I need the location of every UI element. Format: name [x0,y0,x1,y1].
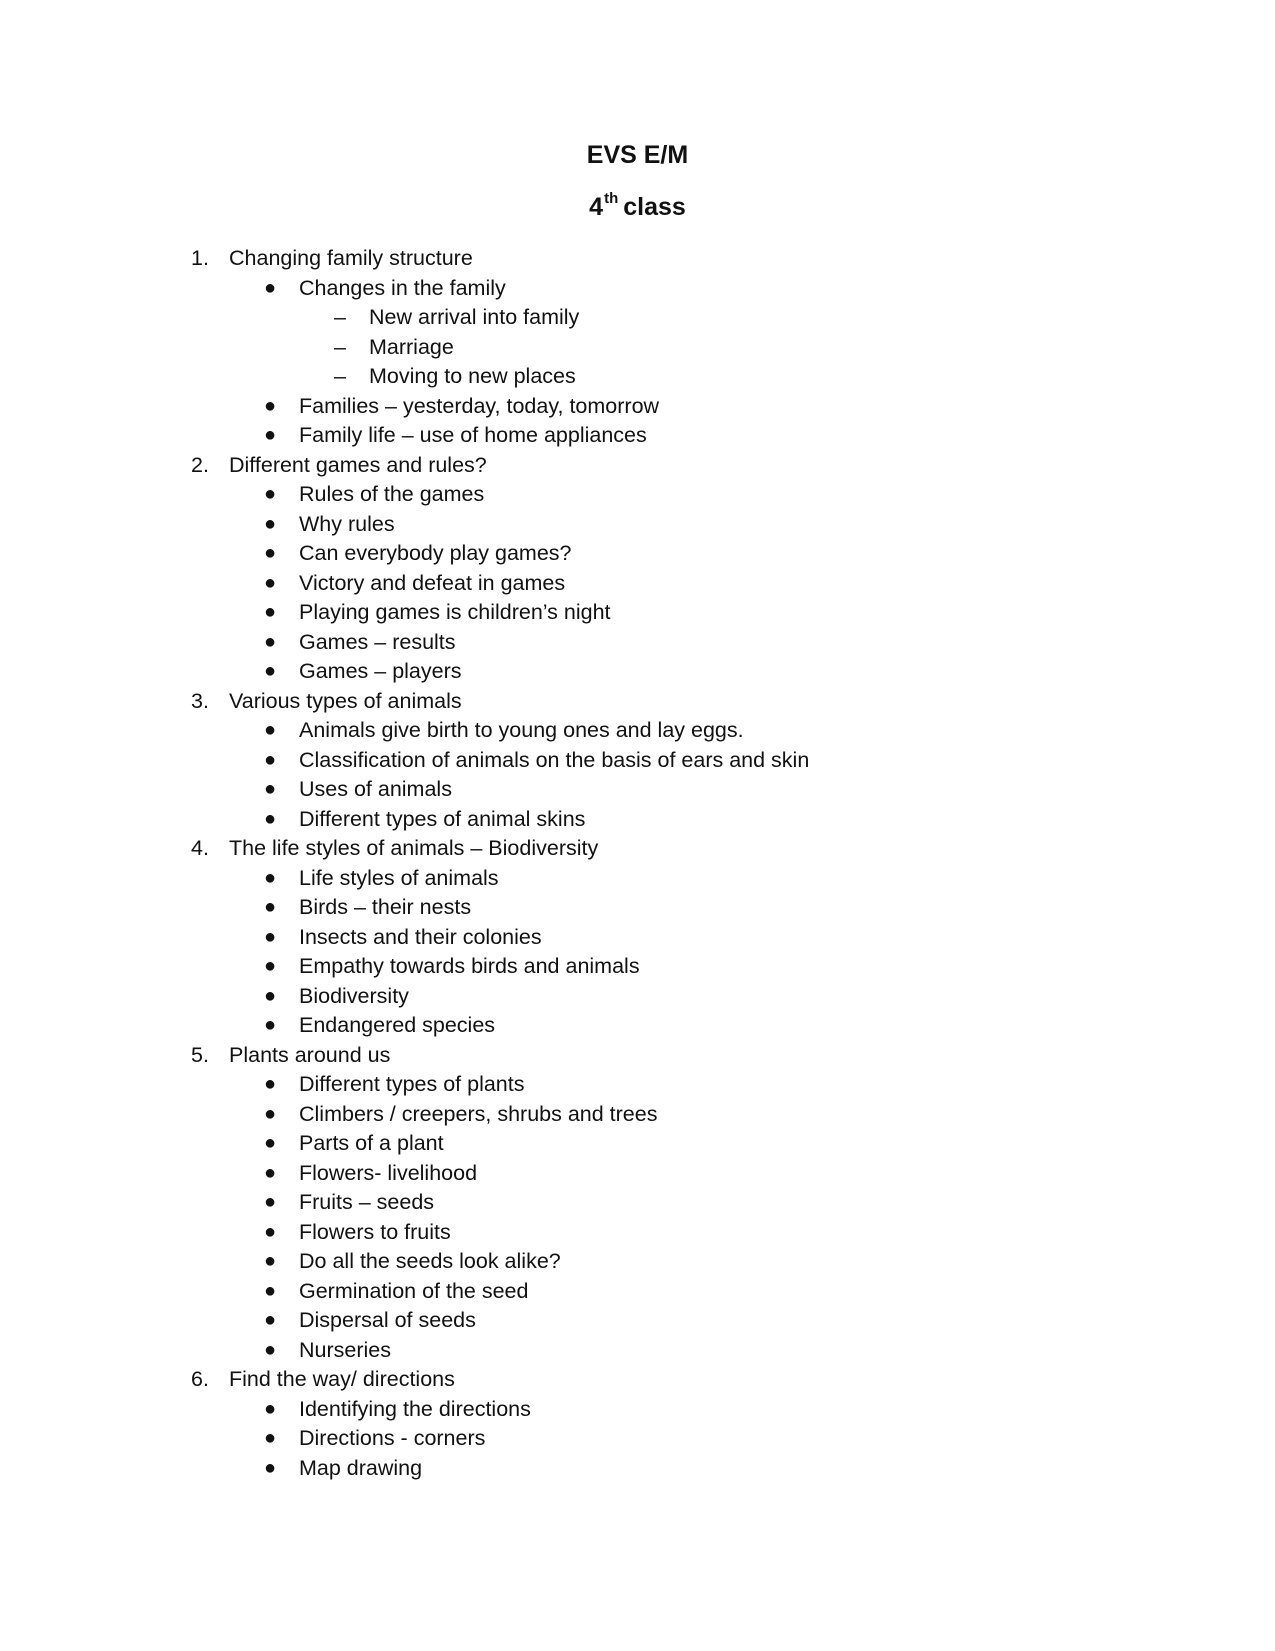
sub-item-row [0,303,1275,333]
bullet-icon: ● [264,542,277,564]
subtopic-text: Germination of the seed [299,1278,529,1303]
sub-item-text: Moving to new places [369,364,576,388]
subtopic-row [0,1129,1275,1159]
subtopic-text: Directions - corners [299,1426,486,1450]
subtopic-row [0,1306,1275,1336]
subtopic-text: Families – yesterday, today, tomorrow [299,393,660,418]
bullet-icon: ● [264,1132,277,1154]
subtopic-row [0,1277,1275,1307]
class-heading [0,189,1275,222]
topic-number: 2. [191,452,209,477]
dash-icon: – [334,305,346,329]
page-title: EVS E/M [586,141,689,169]
subtopic-text: Can everybody play games? [299,541,572,565]
topic-number: 3. [191,688,209,713]
subtopic-row [0,598,1275,628]
topic-title: Changing family structure [229,246,473,270]
subtopic-text: Why rules [299,511,395,536]
subtopic-text: Climbers / creepers, shrubs and trees [299,1101,658,1126]
bullet-icon: ● [264,571,277,594]
subtopic-text: Fruits – seeds [299,1190,435,1214]
subtopic-row [0,1395,1275,1425]
subtopic-row [0,1159,1275,1189]
dash-icon: – [334,364,346,388]
bullet-icon: ● [264,512,277,535]
subtopic-text: Birds – their nests [299,895,472,919]
topic-row [0,834,1275,864]
bullet-icon: ● [264,778,277,800]
bullet-icon: ● [264,1250,277,1272]
subtopic-row [0,274,1275,304]
bullet-icon: ● [264,1014,277,1036]
bullet-icon: ● [264,866,277,889]
bullet-icon: ● [264,719,277,741]
subtopic-text: Empathy towards birds and animals [299,954,640,978]
subtopic-text: Flowers to fruits [299,1219,451,1244]
subtopic-row [0,539,1275,569]
topic-title: Find the way/ directions [229,1367,455,1391]
subtopic-text: Nurseries [299,1337,391,1362]
bullet-icon: ● [264,807,277,830]
topic-row [0,1041,1275,1071]
sub-item-row [0,362,1275,392]
subtopic-text: Family life – use of home appliances [299,423,647,447]
subtopic-row [0,1247,1275,1277]
subtopic-text: Classification of animals on the basis of ears and skin [299,747,810,772]
subtopic-row [0,1218,1275,1248]
grade-word: class [623,193,686,221]
bullet-icon: ● [264,1073,277,1095]
subtopic-row [0,775,1275,805]
sub-item-row [0,333,1275,363]
subtopic-row [0,628,1275,658]
subtopic-text: Playing games is children’s night [299,600,611,624]
bullet-icon: ● [264,630,277,653]
subtopic-text: Uses of animals [299,777,452,801]
bullet-icon: ● [264,394,277,417]
subtopic-row [0,864,1275,894]
subtopic-row [0,1336,1275,1366]
topic-number: 6. [191,1367,209,1391]
subtopic-row [0,923,1275,953]
sub-item-text: New arrival into family [369,305,580,329]
bullet-icon: ● [264,1427,277,1449]
bullet-icon: ● [264,984,277,1007]
subtopic-text: Do all the seeds look alike? [299,1249,561,1273]
subtopic-text: Endangered species [299,1013,496,1037]
subtopic-text: Dispersal of seeds [299,1308,476,1332]
subtopic-text: Life styles of animals [299,865,499,890]
topic-row [0,451,1275,481]
topic-title: Various types of animals [229,688,462,713]
subtopic-text: Rules of the games [299,482,485,506]
topic-number: 1. [191,246,209,270]
subtopic-row [0,392,1275,422]
bullet-icon: ● [264,660,277,682]
bullet-icon: ● [264,1102,277,1125]
subtopic-row [0,805,1275,835]
subtopic-row [0,982,1275,1012]
bullet-icon: ● [264,1191,277,1213]
subtopic-text: Insects and their colonies [299,924,542,949]
subtopic-text: Different types of animal skins [299,806,586,831]
subtopic-row [0,893,1275,923]
topic-number: 5. [191,1042,209,1067]
bullet-icon: ● [264,1279,277,1302]
sub-item-text: Marriage [369,334,454,359]
subtopic-row [0,1070,1275,1100]
subtopic-row [0,1454,1275,1484]
subtopic-row [0,952,1275,982]
subtopic-text: Biodiversity [299,983,409,1008]
dash-icon: – [334,334,346,359]
subtopic-row [0,569,1275,599]
subtopic-text: Parts of a plant [299,1131,444,1155]
subtopic-text: Map drawing [299,1455,423,1480]
bullet-icon: ● [264,955,277,977]
subtopic-text: Identifying the directions [299,1396,531,1421]
subtopic-text: Flowers- livelihood [299,1160,478,1185]
bullet-icon: ● [264,1338,277,1361]
bullet-icon: ● [264,424,277,446]
subtopic-text: Victory and defeat in games [299,570,566,595]
subtopic-row [0,1011,1275,1041]
bullet-icon: ● [264,1161,277,1184]
subtopic-text: Games – results [299,629,456,654]
topic-row [0,1365,1275,1395]
subtopic-text: Games – players [299,659,462,683]
subtopic-row [0,1100,1275,1130]
subtopic-row [0,746,1275,776]
grade-number: 4 [589,193,604,221]
topic-number: 4. [191,836,209,860]
subtopic-row [0,716,1275,746]
topic-title: The life styles of animals – Biodiversity [229,836,599,860]
topic-row [0,244,1275,274]
subtopic-text: Different types of plants [299,1072,525,1096]
subtopic-text: Changes in the family [299,275,506,300]
topic-title: Plants around us [229,1042,391,1067]
subtopic-row [0,510,1275,540]
bullet-icon: ● [264,276,277,299]
bullet-icon: ● [264,1456,277,1479]
subtopic-row [0,480,1275,510]
subtopic-row [0,1424,1275,1454]
grade-suffix: th [604,189,619,207]
subtopic-row [0,657,1275,687]
topic-title: Different games and rules? [229,452,487,477]
topic-row [0,687,1275,717]
bullet-icon: ● [264,896,277,918]
topic-outline [0,244,1275,1483]
bullet-icon: ● [264,483,277,505]
bullet-icon: ● [264,1397,277,1420]
bullet-icon: ● [264,925,277,948]
subtopic-row [0,1188,1275,1218]
subtopic-row [0,421,1275,451]
bullet-icon: ● [264,748,277,771]
bullet-icon: ● [264,601,277,623]
subtopic-text: Animals give birth to young ones and lay eggs. [299,718,744,742]
bullet-icon: ● [264,1309,277,1331]
bullet-icon: ● [264,1220,277,1243]
